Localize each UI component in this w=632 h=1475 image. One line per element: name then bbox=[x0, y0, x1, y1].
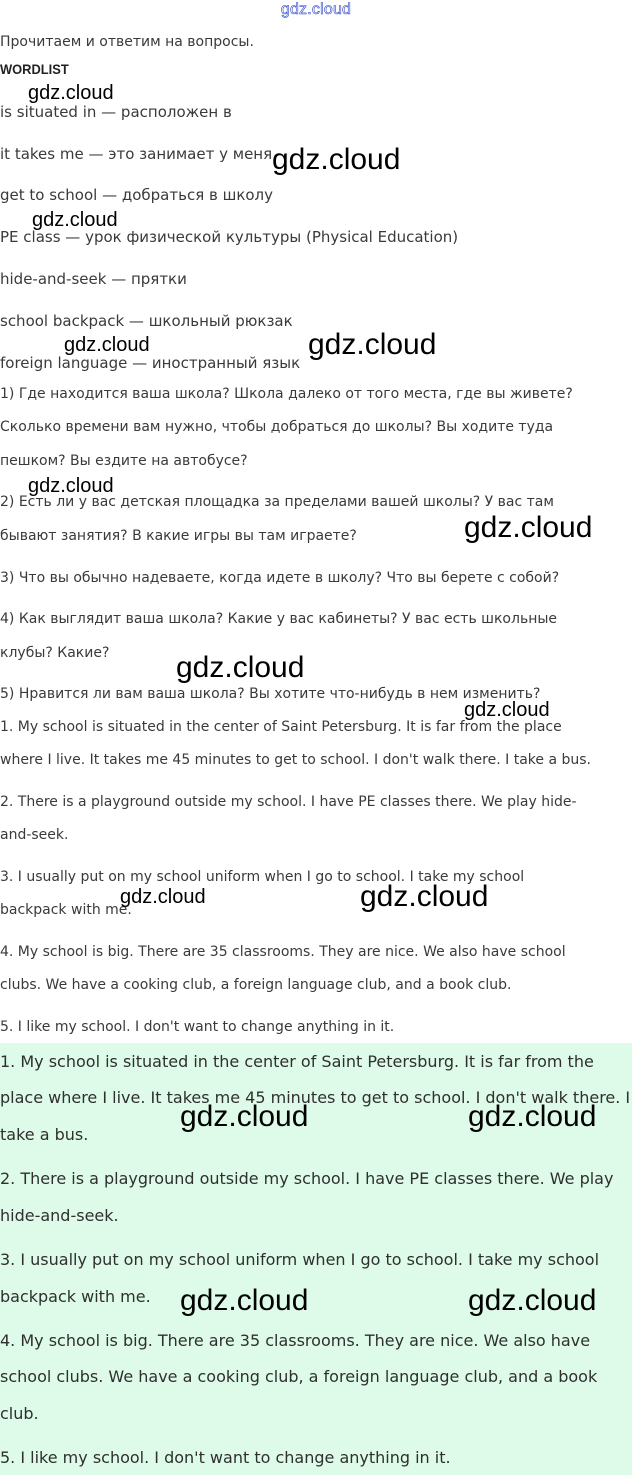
watermark: gdz.cloud bbox=[28, 82, 114, 104]
question-line: пешком? Вы ездите на автобусе? bbox=[0, 453, 248, 469]
final-answer-line: 1. My school is situated in the center of Saint Petersburg. It is far from the bbox=[0, 1052, 594, 1071]
watermark: gdz.cloud bbox=[464, 699, 550, 721]
wordlist-item: hide-and-seek — прятки bbox=[0, 270, 187, 288]
wordlist-item: PE class — урок физической культуры (Physical Education) bbox=[0, 228, 459, 246]
wordlist-item: is situated in — расположен в bbox=[0, 103, 232, 121]
watermark: gdz.cloud bbox=[272, 143, 401, 176]
question-line: 4) Как выглядит ваша школа? Какие у вас кабинеты? У вас есть школьные bbox=[0, 611, 558, 627]
question-line: бывают занятия? В какие игры вы там играете? bbox=[0, 528, 357, 544]
final-answer-line: backpack with me. bbox=[0, 1287, 151, 1306]
wordlist-item: foreign language — иностранный язык bbox=[0, 354, 301, 372]
answer-line: where I live. It takes me 45 minutes to get to school. I don't walk there. I take a bus. bbox=[0, 752, 591, 768]
wordlist-item: school backpack — школьный рюкзак bbox=[0, 312, 293, 330]
final-answer-line: school clubs. We have a cooking club, a foreign language club, and a book bbox=[0, 1367, 598, 1386]
answer-line: 1. My school is situated in the center of Saint Petersburg. It is far from the place bbox=[0, 719, 562, 735]
final-answer-line: 5. I like my school. I don't want to change anything in it. bbox=[0, 1448, 451, 1467]
watermark: gdz.cloud bbox=[176, 651, 305, 684]
wordlist-item: get to school — добраться в школу bbox=[0, 186, 274, 204]
watermark: gdz.cloud bbox=[464, 511, 593, 544]
final-answer-line: take a bus. bbox=[0, 1125, 89, 1144]
intro-text: Прочитаем и ответим на вопросы. bbox=[0, 34, 254, 50]
final-answer-line: 2. There is a playground outside my school. I have PE classes there. We play bbox=[0, 1169, 614, 1188]
question-line: 1) Где находится ваша школа? Школа далеко от того места, где вы живете? bbox=[0, 386, 573, 402]
wordlist-heading: WORDLIST bbox=[0, 61, 69, 77]
question-line: 3) Что вы обычно надеваете, когда идете в школу? Что вы берете с собой? bbox=[0, 570, 560, 586]
final-answer-line: 3. I usually put on my school uniform when I go to school. I take my school bbox=[0, 1250, 600, 1269]
watermark: gdz.cloud bbox=[180, 1284, 309, 1317]
watermark: gdz.cloud bbox=[180, 1100, 309, 1133]
answer-line: and-seek. bbox=[0, 827, 69, 843]
question-line: Сколько времени вам нужно, чтобы добраться до школы? Вы ходите туда bbox=[0, 419, 554, 435]
final-answer-line: club. bbox=[0, 1404, 39, 1423]
question-line: клубы? Какие? bbox=[0, 645, 110, 661]
watermark: gdz.cloud bbox=[32, 209, 118, 231]
watermark: gdz.cloud bbox=[64, 334, 150, 356]
answer-line: backpack with me. bbox=[0, 902, 132, 918]
answer-line: 5. I like my school. I don't want to change anything in it. bbox=[0, 1019, 395, 1035]
final-answer-line: hide-and-seek. bbox=[0, 1206, 119, 1225]
answer-line: clubs. We have a cooking club, a foreign language club, and a book club. bbox=[0, 977, 512, 993]
question-line: 2) Есть ли у вас детская площадка за пределами вашей школы? У вас там bbox=[0, 494, 554, 510]
watermark: gdz.cloud bbox=[120, 886, 206, 908]
question-line: 5) Нравится ли вам ваша школа? Вы хотите что-нибудь в нем изменить? bbox=[0, 686, 541, 702]
answer-line: 2. There is a playground outside my school. I have PE classes there. We play hide- bbox=[0, 794, 577, 810]
answer-line: 3. I usually put on my school uniform when I go to school. I take my school bbox=[0, 869, 525, 885]
site-logo-watermark: gdz.cloud bbox=[280, 1, 352, 18]
watermark: gdz.cloud bbox=[468, 1100, 597, 1133]
answer-line: 4. My school is big. There are 35 classrooms. They are nice. We also have school bbox=[0, 944, 566, 960]
watermark: gdz.cloud bbox=[28, 475, 114, 497]
final-answer-line: 4. My school is big. There are 35 classrooms. They are nice. We also have bbox=[0, 1331, 591, 1350]
final-answer-line: place where I live. It takes me 45 minutes to get to school. I don't walk there. I bbox=[0, 1088, 631, 1107]
wordlist-item: it takes me — это занимает у меня bbox=[0, 145, 273, 163]
watermark: gdz.cloud bbox=[308, 328, 437, 361]
watermark: gdz.cloud bbox=[468, 1284, 597, 1317]
watermark: gdz.cloud bbox=[360, 880, 489, 913]
